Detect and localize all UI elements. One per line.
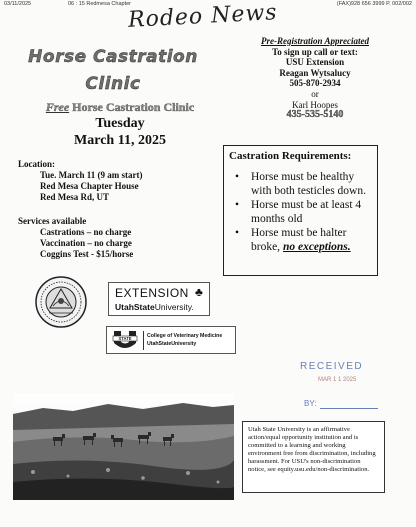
requirement-item: • Horse must be healthy with both testicles down.	[235, 171, 366, 197]
usu-u-state-logo-icon	[111, 330, 139, 351]
service-item: Vaccination – no charge	[40, 238, 132, 248]
or-text: or	[311, 88, 319, 99]
bullet-icon: •	[235, 227, 240, 239]
four-leaf-clover-icon: ♣	[195, 285, 203, 299]
event-day: Tuesday	[95, 116, 145, 131]
fax-number-page: (FAX)928 656 3999 P. 002/002	[336, 1, 412, 7]
location-time: Tue. March 11 (9 am start)	[40, 170, 143, 180]
page-title	[18, 44, 208, 98]
requirements-list	[232, 171, 377, 255]
location-label: Location:	[18, 159, 55, 169]
free-clinic-line	[20, 100, 220, 115]
signup-line: To sign up call or text:	[272, 46, 358, 57]
stamp-date: MAR 1 1 2025	[318, 377, 357, 383]
requirement-item: • Horse must be halter broke, no exceptions.	[235, 227, 351, 253]
contact-phone-2: 435-535-5140	[286, 109, 344, 121]
contact-name-1: Reagan Wytsalucy	[279, 67, 351, 78]
navajo-nation-seal-icon	[35, 276, 87, 328]
requirements-box	[223, 145, 378, 276]
title-line-1: Horse Castration	[28, 47, 198, 67]
bullet-icon: •	[235, 199, 240, 211]
location-road: Red Mesa Rd, UT	[40, 192, 109, 202]
event-date: March 11, 2025	[74, 133, 166, 148]
requirements-title: Castration Requirements:	[229, 150, 352, 162]
vet-college-name: College of Veterinary Medicine	[147, 333, 223, 339]
received-stamp	[290, 355, 390, 413]
usu-extension-logo	[108, 282, 210, 316]
service-item: Castrations – no charge	[40, 227, 132, 237]
free-rest: Horse Castration Clinic	[72, 100, 195, 114]
stamp-received-text: RECEIVED	[300, 361, 364, 372]
location-block	[18, 159, 143, 203]
location-place: Red Mesa Chapter House	[40, 181, 139, 191]
extension-word: EXTENSION	[115, 286, 189, 300]
svg-text:STATE: STATE	[118, 336, 132, 341]
service-item: Coggins Test - $15/horse	[40, 249, 134, 259]
eeo-statement: Utah State University is an affirmative action/equal opportunity institution and is committed to a learning and working environment free from discrimination, including harassment. For USU's non-discrimination notice, see equity.usu.edu/non-discrimination.	[242, 421, 385, 493]
title-line-2: Clinic	[85, 74, 141, 94]
contact-name-2: Karl Hoopes	[292, 99, 338, 110]
usu-wordmark: UtahStateUniversity.	[115, 302, 194, 312]
services-label: Services available	[18, 216, 87, 226]
services-block	[18, 216, 133, 260]
requirement-item: • Horse must be at least 4 months old	[235, 199, 362, 225]
preregistration-heading: Pre-Registration Appreciated	[261, 36, 369, 46]
extension-line: USU Extension	[285, 57, 345, 68]
bullet-icon: •	[235, 171, 240, 183]
free-word: Free	[45, 100, 70, 114]
fax-date: 03/11/2025	[4, 1, 32, 7]
vet-univ-name: UtahStateUniversity	[147, 341, 197, 347]
handwritten-title: Rodeo News	[127, 0, 279, 33]
no-exceptions-text: no exceptions.	[282, 240, 351, 253]
vet-medicine-logo	[106, 326, 236, 354]
horses-landscape-photo	[13, 394, 234, 500]
stamp-signature-line	[320, 408, 378, 409]
preregistration-block	[226, 36, 404, 121]
contact-phone-1: 505-870-2934	[289, 78, 341, 89]
logo-divider	[143, 331, 144, 350]
stamp-by-label: BY:	[304, 399, 317, 408]
fax-sender: 06 : 15 Redmesa Chapter	[68, 1, 131, 7]
